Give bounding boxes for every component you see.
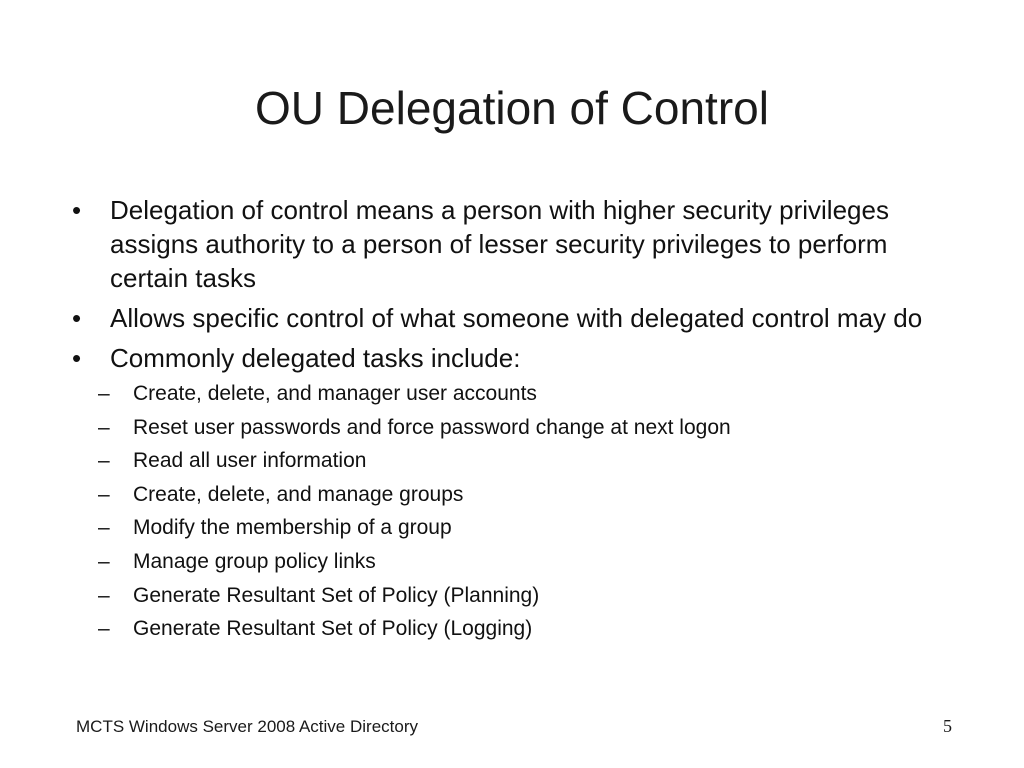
sub-bullet-marker: – bbox=[98, 617, 110, 641]
sub-bullet-text: Generate Resultant Set of Policy (Logging) bbox=[133, 617, 533, 641]
bullet-text: Commonly delegated tasks include: bbox=[110, 343, 521, 373]
sub-bullet-marker: – bbox=[98, 583, 110, 607]
sub-bullet-text: Read all user information bbox=[133, 449, 367, 473]
sub-bullet-marker: – bbox=[98, 449, 110, 473]
bullet-item bbox=[70, 193, 930, 295]
bullet-marker: • bbox=[72, 343, 82, 373]
sub-bullet-text: Create, delete, and manager user accounts bbox=[133, 382, 537, 405]
sub-bullet-marker: – bbox=[98, 382, 110, 405]
page-number: 5 bbox=[943, 716, 952, 736]
bullet-item bbox=[70, 301, 930, 335]
sub-bullet-item bbox=[98, 612, 930, 646]
sub-bullet-text: Generate Resultant Set of Policy (Planning) bbox=[133, 583, 540, 607]
sub-bullet-item bbox=[98, 511, 930, 545]
sub-bullet-text: Manage group policy links bbox=[133, 549, 376, 573]
footer-course-title: MCTS Windows Server 2008 Active Directory bbox=[76, 717, 418, 736]
sub-bullet-marker: – bbox=[98, 516, 110, 540]
sub-bullet-item bbox=[98, 545, 930, 579]
sub-bullet-marker: – bbox=[98, 482, 110, 506]
sub-bullet-text: Modify the membership of a group bbox=[133, 516, 452, 540]
sub-bullet-marker: – bbox=[98, 549, 110, 573]
bullet-item bbox=[70, 341, 930, 646]
bullet-list bbox=[70, 193, 930, 652]
sub-bullet-item bbox=[98, 579, 930, 613]
bullet-text: Delegation of control means a person with higher security privileges assigns authority to a person of lesser security privileges to perform certain tasks bbox=[110, 195, 889, 293]
bullet-text: Allows specific control of what someone with delegated control may do bbox=[110, 303, 923, 333]
slide-title: OU Delegation of Control bbox=[255, 82, 769, 134]
sub-bullet-text: Reset user passwords and force password change at next logon bbox=[133, 415, 731, 439]
sub-bullet-marker: – bbox=[98, 415, 110, 439]
bullet-marker: • bbox=[72, 195, 82, 225]
bullet-marker: • bbox=[72, 303, 82, 333]
sub-bullet-list bbox=[98, 377, 930, 646]
sub-bullet-item bbox=[98, 377, 930, 411]
sub-bullet-text: Create, delete, and manage groups bbox=[133, 482, 464, 506]
sub-bullet-item bbox=[98, 444, 930, 478]
sub-bullet-item bbox=[98, 478, 930, 512]
sub-bullet-item bbox=[98, 411, 930, 445]
